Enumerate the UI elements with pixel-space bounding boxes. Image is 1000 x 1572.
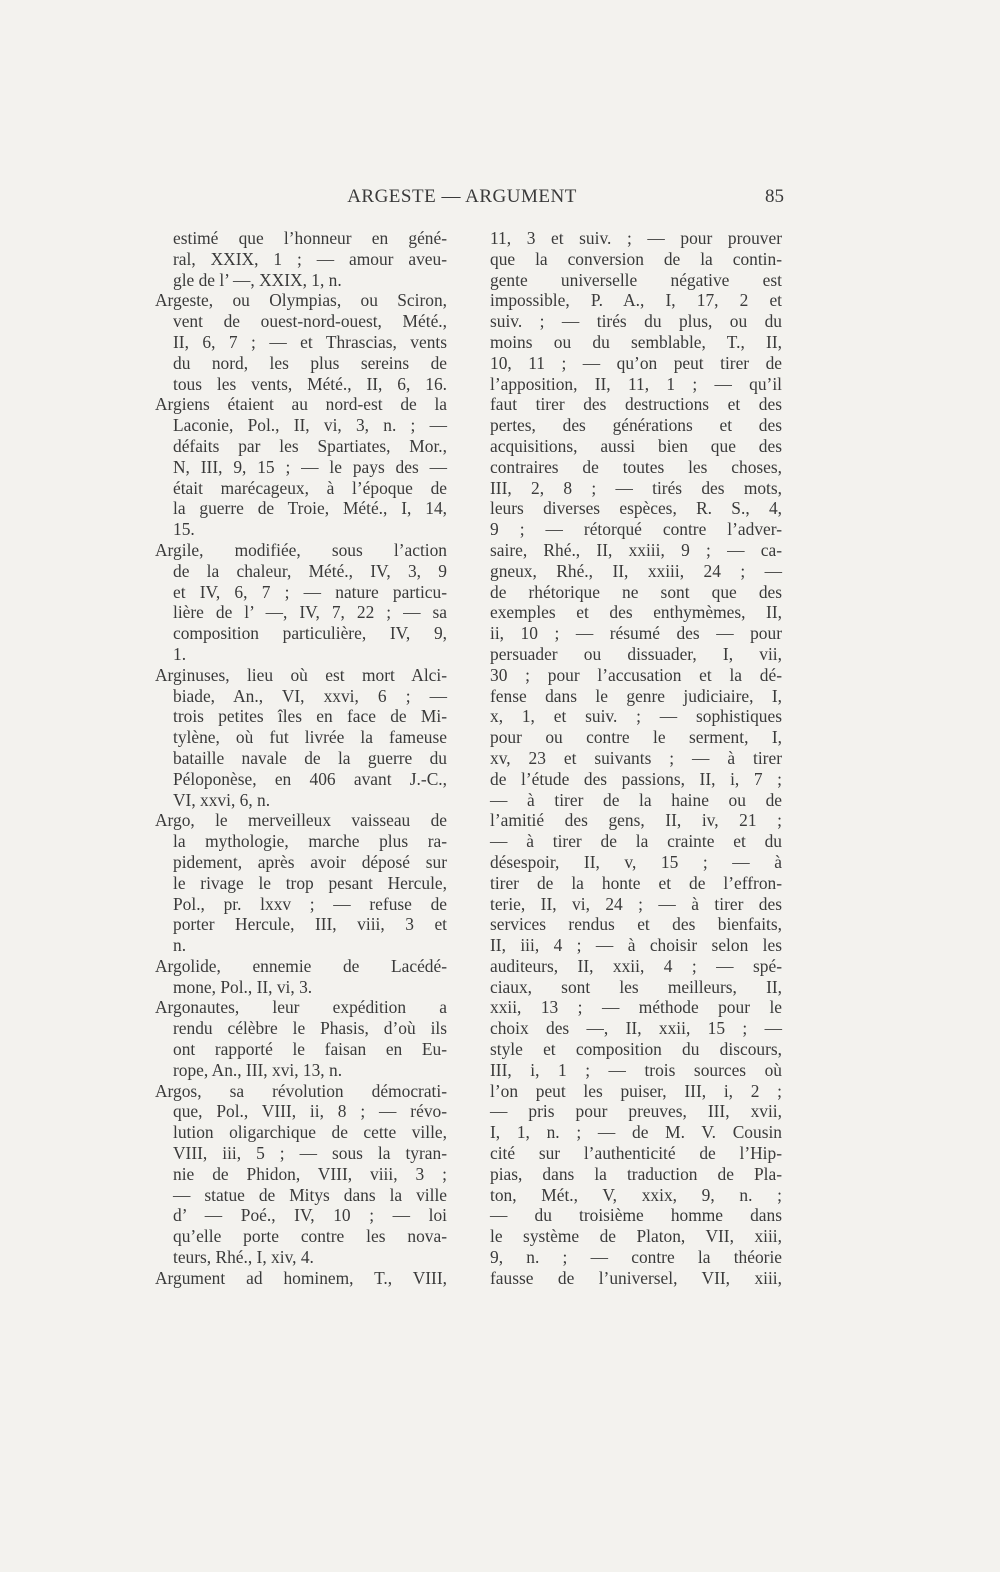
index-line: xxii, 13 ; — méthode pour le	[490, 997, 782, 1018]
index-line: pias, dans la traduction de Pla-	[490, 1163, 782, 1184]
index-line: l’amitié des gens, II, iv, 21 ;	[490, 810, 782, 831]
index-line: du nord, les plus sereins de	[173, 352, 447, 373]
index-line: Argument ad hominem, T., VIII,	[155, 1267, 447, 1288]
index-line: Argiens étaient au nord-est de la	[155, 394, 447, 415]
index-line: contraires de toutes les choses,	[490, 456, 782, 477]
index-line: saire, Rhé., II, xxiii, 9 ; — ca-	[490, 539, 782, 560]
index-line: 10, 11 ; — qu’on peut tirer de	[490, 352, 782, 373]
index-line: fausse de l’universel, VII, xiii,	[490, 1267, 782, 1288]
index-line: N, III, 9, 15 ; — le pays des —	[173, 456, 447, 477]
index-line: cité sur l’authenticité de l’Hip-	[490, 1143, 782, 1164]
index-line: gle de l’ —, XXIX, 1, n.	[173, 269, 342, 290]
index-line: 11, 3 et suiv. ; — pour prouver	[490, 228, 782, 248]
index-line: qu’elle porte contre les nova-	[173, 1226, 447, 1247]
index-line: acquisitions, aussi bien que des	[490, 435, 782, 456]
index-line: la mythologie, marche plus ra-	[173, 831, 447, 852]
index-line: Arginuses, lieu où est mort Alci-	[155, 664, 447, 685]
index-line: fense dans le genre judiciaire, I,	[490, 685, 782, 706]
index-line: Argonautes, leur expédition a	[155, 997, 447, 1018]
index-line: estimé que l’honneur en géné-	[173, 228, 447, 248]
index-line: leurs diverses espèces, R. S., 4,	[490, 498, 782, 519]
index-line: trois petites îles en face de Mi-	[173, 706, 447, 727]
index-line: pidement, après avoir déposé sur	[173, 851, 447, 872]
index-line: — à tirer de la haine ou de	[490, 789, 782, 810]
index-line: ii, 10 ; — résumé des — pour	[490, 623, 782, 644]
index-line: gneux, Rhé., II, xxiii, 24 ; —	[490, 560, 782, 581]
index-line: tous les vents, Mété., II, 6, 16.	[173, 373, 447, 394]
index-line: VIII, iii, 5 ; — sous la tyran-	[173, 1143, 447, 1164]
index-line: composition particulière, IV, 9,	[173, 623, 447, 644]
index-line: impossible, P. A., I, 17, 2 et	[490, 290, 782, 311]
index-line: la guerre de Troie, Mété., I, 14,	[173, 498, 447, 519]
index-line: nie de Phidon, VIII, viii, 3 ;	[173, 1163, 447, 1184]
index-line: choix des —, II, xxii, 15 ; —	[490, 1018, 782, 1039]
index-line: VI, xxvi, 6, n.	[173, 789, 271, 810]
left-column	[155, 228, 447, 1289]
index-line: biade, An., VI, xxvi, 6 ; —	[173, 685, 447, 706]
index-line: mone, Pol., II, vi, 3.	[173, 976, 313, 997]
index-line: II, iii, 4 ; — à choisir selon les	[490, 935, 782, 956]
index-line: Argeste, ou Olympias, ou Sciron,	[155, 290, 447, 311]
index-line: tirer de la honte et de l’effron-	[490, 872, 782, 893]
index-line: xv, 23 et suivants ; — à tirer	[490, 747, 782, 768]
index-line: Argolide, ennemie de Lacédé-	[155, 955, 447, 976]
index-line: le rivage le trop pesant Hercule,	[173, 872, 447, 893]
index-line: n.	[173, 935, 187, 956]
index-line: l’apposition, II, 11, 1 ; — qu’il	[490, 373, 782, 394]
index-line: x, 1, et suiv. ; — sophistiques	[490, 706, 782, 727]
index-line: — à tirer de la crainte et du	[490, 831, 782, 852]
index-line: suiv. ; — tirés du plus, ou du	[490, 311, 782, 332]
index-line: de l’étude des passions, II, i, 7 ;	[490, 768, 782, 789]
index-line: défaits par les Spartiates, Mor.,	[173, 435, 447, 456]
index-line: — statue de Mitys dans la ville	[173, 1184, 447, 1205]
index-line: III, 2, 8 ; — tirés des mots,	[490, 477, 782, 498]
index-line: tylène, où fut livrée la fameuse	[173, 727, 447, 748]
index-line: gente universelle négative est	[490, 269, 782, 290]
index-line: — du troisième homme dans	[490, 1205, 782, 1226]
index-line: ont rapporté le faisan en Eu-	[173, 1039, 447, 1060]
index-line: exemples et des enthymèmes, II,	[490, 602, 782, 623]
index-line: moins ou du semblable, T., II,	[490, 331, 782, 352]
index-line: 9, n. ; — contre la théorie	[490, 1247, 782, 1268]
index-line: teurs, Rhé., I, xiv, 4.	[173, 1247, 314, 1268]
page-header	[140, 186, 784, 212]
index-line: rendu célèbre le Phasis, d’où ils	[173, 1018, 447, 1039]
index-line: que la conversion de la contin-	[490, 248, 782, 269]
index-line: 1.	[173, 643, 187, 664]
page-number: 85	[765, 186, 784, 207]
index-line: de rhétorique ne sont que des	[490, 581, 782, 602]
index-line: III, i, 1 ; — trois sources où	[490, 1059, 782, 1080]
index-line: rope, An., III, xvi, 13, n.	[173, 1059, 343, 1080]
index-line: Argo, le merveilleux vaisseau de	[155, 810, 447, 831]
index-line: faut tirer des destructions et des	[490, 394, 782, 415]
index-line: — pris pour preuves, III, xvii,	[490, 1101, 782, 1122]
index-line: porter Hercule, III, viii, 3 et	[173, 914, 447, 935]
index-line: auditeurs, II, xxii, 4 ; — spé-	[490, 955, 782, 976]
index-line: 30 ; pour l’accusation et la dé-	[490, 664, 782, 685]
index-line: le système de Platon, VII, xiii,	[490, 1226, 782, 1247]
index-line: Argos, sa révolution démocrati-	[155, 1080, 447, 1101]
running-title: ARGESTE — ARGUMENT	[347, 186, 577, 207]
index-line: ciaux, sont les meilleurs, II,	[490, 976, 782, 997]
index-line: lière de l’ —, IV, 7, 22 ; — sa	[173, 602, 447, 623]
index-line: 15.	[173, 519, 195, 540]
index-line: persuader ou dissuader, I, vii,	[490, 643, 782, 664]
index-line: l’on peut les puiser, III, i, 2 ;	[490, 1080, 782, 1101]
index-line: désespoir, II, v, 15 ; — à	[490, 851, 782, 872]
index-line: était marécageux, à l’époque de	[173, 477, 447, 498]
right-column	[490, 228, 782, 1289]
index-line: II, 6, 7 ; — et Thrascias, vents	[173, 331, 447, 352]
index-line: Pol., pr. lxxv ; — refuse de	[173, 893, 447, 914]
index-line: style et composition du discours,	[490, 1039, 782, 1060]
index-line: ral, XXIX, 1 ; — amour aveu-	[173, 248, 447, 269]
index-line: que, Pol., VIII, ii, 8 ; — révo-	[173, 1101, 447, 1122]
index-line: Argile, modifiée, sous l’action	[155, 539, 447, 560]
index-line: de la chaleur, Mété., IV, 3, 9	[173, 560, 447, 581]
index-line: terie, II, vi, 24 ; — à tirer des	[490, 893, 782, 914]
index-line: Péloponèse, en 406 avant J.-C.,	[173, 768, 447, 789]
index-line: bataille navale de la guerre du	[173, 747, 447, 768]
index-line: pertes, des générations et des	[490, 415, 782, 436]
index-line: lution oligarchique de cette ville,	[173, 1122, 447, 1143]
index-line: pour ou contre le serment, I,	[490, 727, 782, 748]
index-line: Laconie, Pol., II, vi, 3, n. ; —	[173, 415, 447, 436]
index-line: services rendus et des bienfaits,	[490, 914, 782, 935]
index-line: ton, Mét., V, xxix, 9, n. ;	[490, 1184, 782, 1205]
index-line: 9 ; — rétorqué contre l’adver-	[490, 519, 782, 540]
index-line: vent de ouest-nord-ouest, Mété.,	[173, 311, 447, 332]
index-line: d’ — Poé., IV, 10 ; — loi	[173, 1205, 447, 1226]
index-line: I, 1, n. ; — de M. V. Cousin	[490, 1122, 782, 1143]
index-line: et IV, 6, 7 ; — nature particu-	[173, 581, 447, 602]
